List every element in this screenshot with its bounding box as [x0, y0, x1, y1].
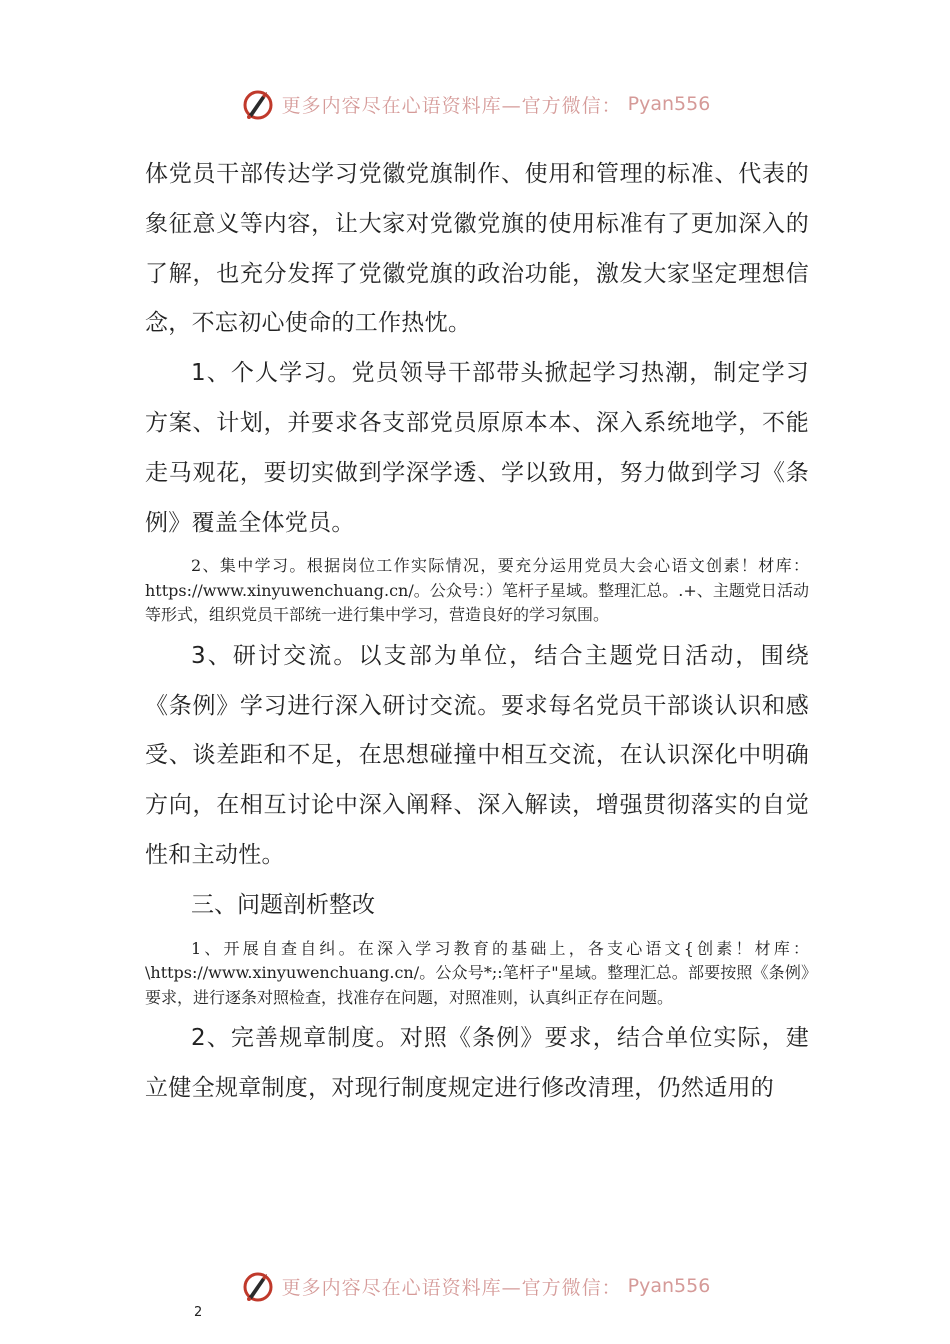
watermark-text: 更多内容尽在心语资料库—官方微信： — [281, 1276, 622, 1299]
paragraph-individual-study: 1、个人学习。党员领导干部带头掀起学习热潮，制定学习方案、计划，并要求各支部党员原原本本、深入系统地学，不能走马观花，要切实做到学深学透、学以致用，努力做到学习《条例》覆盖全体党员。 — [145, 360, 809, 536]
paragraph-discussion: 3、研讨交流。以支部为单位，结合主题党日活动，围绕《条例》学习进行深入研讨交流。要求每名党员干部谈认识和感受、谈差距和不足，在思想碰撞中相互交流，在认识深化中明确方向，在相互讨论中深入阐释、深入解读，增强贯彻落实的自觉性和主动性。 — [145, 642, 809, 869]
watermark-wechat-id: Pyan556 — [627, 1275, 711, 1297]
footer-watermark — [0, 1268, 950, 1304]
paragraph-self-inspection: 1、开展自查自纠。在深入学习教育的基础上，各支心语文{创素！材库：\https://www.xinyuwenchuang.cn/。公众号*;:笔杆子"星域。整理汇总。部要按照《条例》要求，进行逐条对照检查，找准存在问题，对照准则，认真纠正存在问题。 — [145, 938, 809, 1007]
paragraph-rules: 2、完善规章制度。对照《条例》要求，结合单位实际，建立健全规章制度，对现行制度规定进行修改清理，仍然适用的 — [145, 1025, 809, 1101]
paragraph-continuation: 体党员干部传达学习党徽党旗制作、使用和管理的标准、代表的象征意义等内容，让大家对党徽党旗的使用标准有了更加深入的了解，也充分发挥了党徽党旗的政治功能，激发大家坚定理想信念，不忘初心使命的工作热忱。 — [145, 161, 809, 337]
page-number: 2 — [194, 1305, 203, 1320]
watermark-text: 更多内容尽在心语资料库—官方微信： — [281, 94, 622, 117]
section-heading: 三、问题剖析整改 — [191, 891, 375, 918]
watermark-wechat-id: Pyan556 — [627, 93, 711, 115]
brush-pen-logo-icon — [240, 86, 276, 122]
paragraph-group-study: 2、集中学习。根据岗位工作实际情况，要充分运用党员大会心语文创素！材库：https://www.xinyuwenchuang.cn/。公众号：）笔杆子星域。整理汇总。.+、主题党日活动等形式，组织党员干部统一进行集中学习，营造良好的学习氛围。 — [145, 556, 809, 625]
brush-pen-logo-icon — [240, 1268, 276, 1304]
header-watermark — [0, 86, 950, 122]
document-body — [145, 150, 809, 1114]
